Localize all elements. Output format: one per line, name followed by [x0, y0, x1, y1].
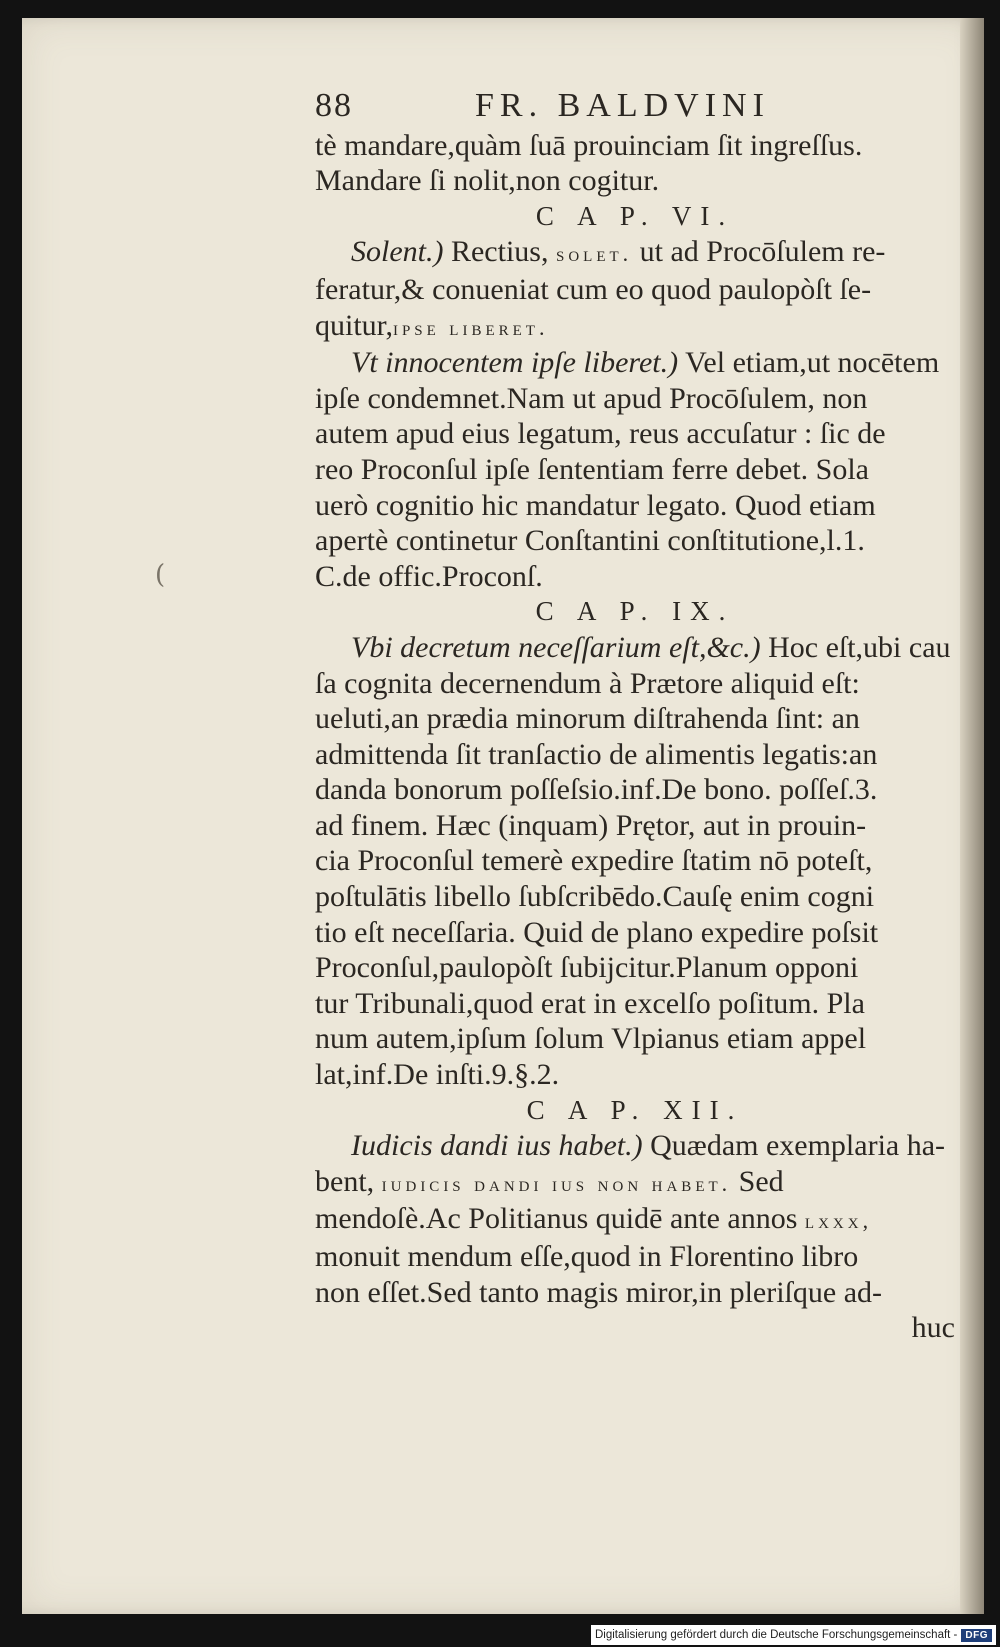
lemma: Iudicis dandi ius habet.)	[351, 1129, 643, 1163]
text-span: mendoſè.Ac Politianus quidē ante annos	[315, 1202, 798, 1236]
page-text	[315, 88, 955, 1346]
text-line: monuit mendum eſſe,quod in Florentino libro	[315, 1240, 859, 1273]
text-line	[315, 1128, 955, 1164]
lemma: Vbi decretum neceſſarium eſt,&c.)	[351, 630, 761, 664]
text-line: admittenda ſit tranſactio de alimentis legatis:an	[315, 737, 878, 771]
text-line: lat,inf.De inſti.9.§.2.	[315, 1058, 560, 1092]
text-line: ipſe condemnet.Nam ut apud Procōſulem, non	[315, 381, 868, 415]
dfg-logo: DFG	[961, 1629, 992, 1642]
text-span: Vel etiam,ut nocētem	[685, 346, 940, 380]
small-caps-span: lxxx,	[804, 1208, 873, 1234]
text-line: cia Proconſul temerè expedire ſtatim nō poteſt,	[315, 844, 873, 878]
text-line: danda bonorum poſſeſsio.inf.De bono. poſſeſ.3.	[315, 773, 878, 807]
lemma: Vt innocentem ipſe liberet.)	[351, 346, 679, 380]
text-line: ſa cognita decernendum à Prætore aliquid eſt:	[315, 666, 860, 700]
text-line: ueluti,an prædia minorum diſtrahenda ſint: an	[315, 702, 860, 736]
text-line: feratur,& conueniat cum eo quod paulopòſt ſe-	[315, 272, 872, 306]
text-line: C.de offic.Proconſ.	[315, 559, 543, 593]
chapter-heading: C A P. IX.	[535, 596, 735, 627]
text-span: Rectius,	[450, 235, 549, 269]
text-span: Quædam exemplaria ha-	[650, 1129, 946, 1163]
text-line	[315, 234, 955, 272]
chapter-heading: C A P. VI.	[535, 200, 735, 231]
text-span: bent,	[315, 1164, 375, 1198]
catchword: huc	[911, 1311, 955, 1345]
small-caps-span: iudicis dandi ius non habet.	[381, 1170, 732, 1196]
digitization-credit	[591, 1625, 996, 1645]
text-line	[315, 1164, 955, 1202]
text-line: num autem,ipſum ſolum Vlpianus etiam appel	[315, 1022, 867, 1056]
small-caps-span: ipse liberet.	[392, 314, 549, 340]
text-line	[315, 1201, 955, 1239]
text-line	[315, 630, 955, 666]
page-number: 88	[315, 87, 353, 124]
credit-text: Digitalisierung gefördert durch die Deutsche Forschungsgemeinschaft -	[594, 1629, 958, 1641]
text-span: Hoc eſt,ubi cau	[768, 630, 951, 664]
chapter-heading: C A P. XII.	[526, 1094, 744, 1125]
text-line: uerò cognitio hic mandatur legato. Quod etiam	[315, 488, 876, 522]
text-line	[315, 308, 955, 346]
text-span: ut ad Procōſulem re-	[639, 235, 886, 269]
text-line: ad finem. Hæc (inquam) Prętor, aut in prouin-	[315, 808, 867, 842]
margin-mark: (	[155, 560, 166, 590]
lemma: Solent.)	[351, 235, 444, 269]
text-line: non eſſet.Sed tanto magis miror,in pleriſque ad-	[315, 1275, 882, 1309]
small-caps-span: solet.	[555, 241, 633, 267]
text-line: tio eſt neceſſaria. Quid de plano expedire poſsit	[315, 915, 879, 949]
text-line: apertè continetur Conſtantini conſtitutione,l.1.	[315, 524, 865, 558]
running-title: FR. BALDVINI	[475, 87, 770, 124]
text-line: autem apud eius legatum, reus accuſatur : ſic de	[315, 417, 886, 451]
text-line: Mandare ſi nolit,non cogitur.	[315, 164, 660, 198]
text-line: tur Tribunali,quod erat in excelſo poſitum. Pla	[315, 986, 865, 1020]
page-gutter-shadow	[960, 18, 984, 1614]
page-header	[315, 88, 955, 124]
text-span: Sed	[738, 1164, 784, 1198]
text-line: tè mandare,quàm ſuā prouinciam ſit ingreſſus.	[315, 128, 863, 162]
text-line: reo Proconſul ipſe ſententiam ferre debet. Sola	[315, 452, 869, 486]
text-line: Proconſul,paulopòſt ſubijcitur.Planum opponi	[315, 951, 859, 985]
text-span: quitur,	[315, 308, 393, 342]
text-line: poſtulātis libello ſubſcribēdo.Cauſę enim cogni	[315, 880, 875, 914]
text-line	[315, 345, 955, 381]
